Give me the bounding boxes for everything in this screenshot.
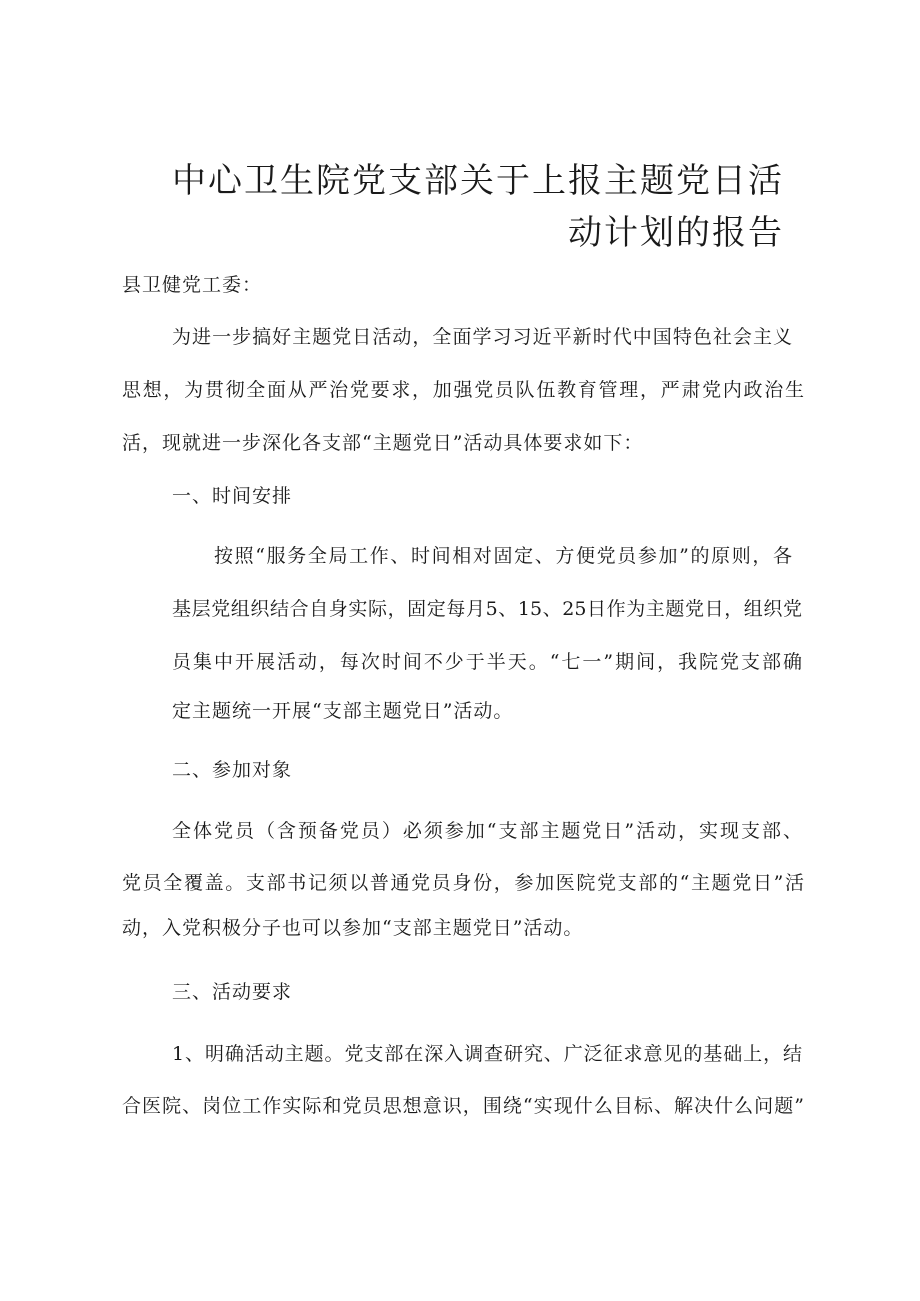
section2-line-3: 动，入党积极分子也可以参加“支部主题党日”活动。 <box>122 917 584 939</box>
section3-line-1: 1、明确活动主题。党支部在深入调查研究、广泛征求意见的基础上，结 <box>172 1043 802 1065</box>
section1-line-4: 定主题统一开展“支部主题党日”活动。 <box>172 700 514 722</box>
salutation: 县卫健党工委： <box>122 274 263 296</box>
section3-line-2: 合医院、岗位工作实际和党员思想意识，围绕“实现什么目标、解决什么问题” <box>122 1095 804 1117</box>
intro-line-2: 思想，为贯彻全面从严治党要求，加强党员队伍教育管理，严肃党内政治生 <box>122 379 804 401</box>
document-title-line-1: 中心卫生院党支部关于上报主题党日活 <box>172 161 784 201</box>
section2-line-1: 全体党员（含预备党员）必须参加“支部主题党日”活动，实现支部、 <box>172 820 802 842</box>
section-heading-participants: 二、参加对象 <box>172 759 293 781</box>
section2-line-2: 党员全覆盖。支部书记须以普通党员身份，参加医院党支部的“主题党日”活 <box>122 872 804 894</box>
intro-line-3: 活，现就进一步深化各支部“主题党日”活动具体要求如下： <box>122 432 644 454</box>
document-title-line-2: 动计划的报告 <box>568 213 784 253</box>
section1-line-3: 员集中开展活动，每次时间不少于半天。“七一”期间，我院党支部确 <box>172 651 802 673</box>
section1-line-1: 按照“服务全局工作、时间相对固定、方便党员参加”的原则，各 <box>214 545 792 567</box>
section-heading-requirements: 三、活动要求 <box>172 981 293 1003</box>
section1-line-2: 基层党组织结合自身实际，固定每月5、15、25日作为主题党日，组织党 <box>172 598 802 620</box>
section-heading-time: 一、时间安排 <box>172 485 293 507</box>
intro-line-1: 为进一步搞好主题党日活动，全面学习习近平新时代中国特色社会主义 <box>172 326 792 348</box>
